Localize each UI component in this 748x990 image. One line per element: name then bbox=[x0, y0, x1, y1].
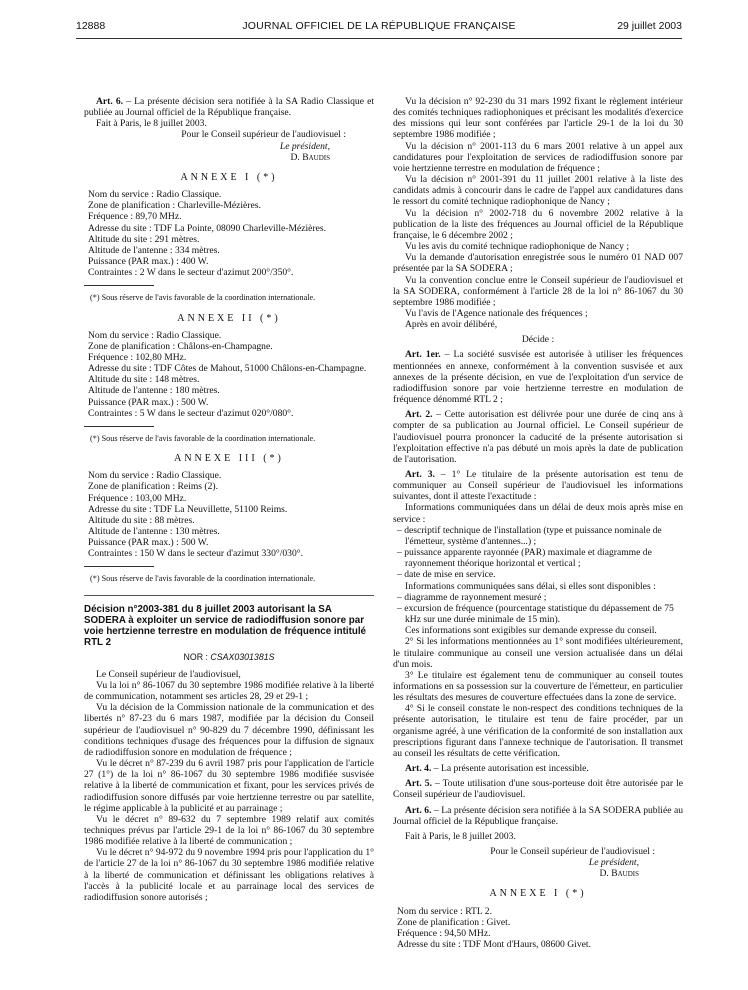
annexe-2-power: Puissance (PAR max.) : 500 W. bbox=[88, 396, 209, 408]
annexe-2-antenna-altitude: Altitude de l'antenne : 180 mètres. bbox=[88, 385, 220, 397]
signature-for: Pour le Conseil supérieur de l'audiovisuel : bbox=[490, 846, 655, 857]
info-without-delay: Informations communiquées sans délai, si elles sont disponibles : bbox=[405, 580, 656, 592]
annexe-2-constraints: Contraintes : 5 W dans le secteur d'azimut 020°/080°. bbox=[88, 407, 294, 419]
vu-clause: Vu le décret n° 89-632 du 7 septembre 1989 relatif aux comités techniques prévus par l'article 29-1 de la loi n° 86-1067 du 30 septembre 1986 modifiée relative à la liberté de communication ; bbox=[84, 813, 374, 848]
page-header bbox=[76, 20, 682, 36]
annexe-2-frequency: Fréquence : 102,80 MHz. bbox=[88, 351, 187, 363]
annexe-3-site-altitude: Altitude du site : 88 mètres. bbox=[88, 514, 195, 526]
rtl2-frequency: Fréquence : 94,50 MHz. bbox=[397, 927, 491, 939]
article-6: Art. 6. – La présente décision sera notifiée à la SA SODERA publiée au Journal officiel de la République française. bbox=[393, 804, 683, 827]
list-item: – diagramme de rayonnement mesuré ; bbox=[397, 591, 547, 603]
vu-clause: Vu le décret n° 87-239 du 6 avril 1987 pris pour l'application de l'article 27 (1°) de la loi n° 86-1067 du 30 septembre 1986 modifiée susvisée relative à la liberté de communication et fixant, pour les services privés de radiodiffusion sonore diffusés par voie hertzienne terrestre ou par satellite, le régime applicable à la publicité et au parrainage ; bbox=[84, 758, 374, 814]
annexe-1-site: Adresse du site : TDF La Pointe, 08090 Charleville-Mézières. bbox=[88, 222, 327, 234]
paragraph-2: 2° Si les informations mentionnées au 1° sont modifiées ultérieurement, le titulaire communique au conseil une version actualisée dans un délai d'un mois. bbox=[393, 636, 683, 670]
vu-clause: Vu l'avis de l'Agence nationale des fréquences ; bbox=[405, 307, 588, 319]
vu-clause: Vu la demande d'autorisation enregistrée sous le numéro 01 NAD 007 présentée par la SA SODERA ; bbox=[393, 252, 683, 275]
article-2: Art. 2. – Cette autorisation est délivrée pour une durée de cinq ans à compter de sa publication au Journal officiel. Le Conseil supérieur de l'audiovisuel pourra prononcer la caducité de la présente autorisation si l'exploitation effective n'a pas débuté un mois après la date de publication de l'autorisation. bbox=[393, 409, 684, 465]
annexe-3-site: Adresse du site : TDF La Neuvillette, 51100 Reims. bbox=[88, 503, 288, 515]
annexe-1-frequency: Fréquence : 89,70 MHz. bbox=[88, 211, 182, 223]
article-1: Art. 1er. – La société susvisée est autorisée à utiliser les fréquences mentionnées en annexe, conformément à la convention susvisée et aux annexes de la présente décision, en vue de l'exploitation d'un service de radiodiffusion sonore par voie hertzienne terrestre en modulation de fréquence dénommé RTL 2 ; bbox=[393, 349, 683, 406]
annexe-2-site-altitude: Altitude du site : 148 mètres. bbox=[88, 374, 200, 386]
annexe-2-service: Nom du service : Radio Classique. bbox=[88, 329, 222, 341]
left-column bbox=[84, 96, 374, 903]
annexe-1-footnote: (*) Sous réserve de l'avis favorable de la coordination internationale. bbox=[90, 293, 316, 303]
annexe-3-service: Nom du service : Radio Classique. bbox=[88, 470, 222, 482]
vu-clause: Vu la décision n° 92-230 du 31 mars 1992 fixant le règlement intérieur des comités techniques radiophoniques et précisant les modalités d'exercice des missions qui leur sont conférées par l'article 29-1 de la loi du 30 septembre 1986 modifiée ; bbox=[393, 96, 683, 141]
vu-clause: Vu les avis du comité technique radiophonique de Nancy ; bbox=[405, 241, 630, 253]
signature-date: Fait à Paris, le 8 juillet 2003. bbox=[96, 118, 207, 130]
signature-name: D. Baudis bbox=[290, 151, 330, 163]
annexe-1-site-altitude: Altitude du site : 291 mètres. bbox=[88, 233, 200, 245]
annexe-3-title: ANNEXE III (*) bbox=[174, 453, 284, 465]
annexe-2-footnote: (*) Sous réserve de l'avis favorable de la coordination internationale. bbox=[90, 433, 316, 443]
paragraph-3: 3° Le titulaire est également tenu de communiquer au conseil toutes informations en sa possession sur la couverture de l'émetteur, en particulier les résultats des mesures de couverture effectuées dans la zone de service. bbox=[393, 669, 683, 704]
issue-date: 29 juillet 2003 bbox=[617, 20, 682, 32]
annexe-3-constraints: Contraintes : 150 W dans le secteur d'azimut 330°/030°. bbox=[88, 548, 304, 560]
annexe-2-title: ANNEXE II (*) bbox=[177, 312, 281, 324]
annexe-2-site: Adresse du site : TDF Côtes de Mahout, 51000 Châlons-en-Champagne. bbox=[88, 363, 367, 375]
section-rule bbox=[84, 595, 374, 596]
vu-clause: Vu la décision n° 2002-718 du 6 novembre 2002 relative à la publication de la liste des fréquences au Journal officiel de la République française, le 6 décembre 2002 ; bbox=[393, 207, 683, 241]
list-item: – date de mise en service. bbox=[397, 569, 496, 581]
exigible-note: Ces informations sont exigibles sur demande expresse du conseil. bbox=[405, 625, 657, 637]
right-column bbox=[393, 96, 683, 950]
signature-role: Le président, bbox=[279, 140, 330, 152]
annexe-2-zone: Zone de planification : Châlons-en-Champagne. bbox=[88, 340, 273, 352]
annexe-1-constraints: Contraintes : 2 W dans le secteur d'azimut 200°/350°. bbox=[88, 267, 294, 279]
annexe-1-power: Puissance (PAR max.) : 400 W. bbox=[88, 256, 209, 268]
paragraph-4: 4° Si le conseil constate le non-respect des conditions techniques de la présente autorisation, le titulaire est tenu de faire procéder, par un organisme agréé, à une vérification de la conformité de son installation aux prescriptions figurant dans l'annexe technique de l'autorisation. Il transmet au conseil les résultats de cette vérification. bbox=[393, 703, 683, 759]
nor-reference: NOR : CSAX0301381S bbox=[183, 651, 275, 662]
footnote-rule bbox=[84, 566, 154, 567]
article-4: Art. 4. – La présente autorisation est incessible. bbox=[405, 763, 589, 775]
signature-for: Pour le Conseil supérieur de l'audiovisuel : bbox=[181, 129, 346, 141]
annexe-3-frequency: Fréquence : 103,00 MHz. bbox=[88, 492, 187, 504]
list-item: – descriptif technique de l'installation (type et puissance nominale de l'émetteur, système d'antennes...) ; bbox=[397, 524, 662, 547]
annexe-3-zone: Zone de planification : Reims (2). bbox=[88, 481, 219, 493]
page-number: 12888 bbox=[76, 20, 106, 32]
council-intro: Le Conseil supérieur de l'audiovisuel, bbox=[96, 668, 241, 680]
decision-title: Décision n°2003-381 du 8 juillet 2003 autorisant la SA SODERA à exploiter un service de radiodiffusion sonore par voie hertzienne terrestre en modulation de fréquence intitulé RTL 2 bbox=[84, 603, 366, 648]
vu-clause: Vu le décret n° 94-972 du 9 novembre 1994 pris pour l'application du 1° de l'article 27 de la loi n° 86-1067 du 30 septembre 1986 modifiée relative à la liberté de communication et définissant les obligations relatives à l'accès à la publicité locale et au parrainage local des services de radiodiffusion sonore autorisés ; bbox=[84, 847, 374, 903]
journal-title: JOURNAL OFFICIEL DE LA RÉPUBLIQUE FRANÇAISE bbox=[242, 20, 516, 32]
rtl2-zone: Zone de planification : Givet. bbox=[397, 916, 511, 928]
rtl2-service: Nom du service : RTL 2. bbox=[397, 905, 492, 917]
deliberation: Après en avoir délibéré, bbox=[405, 319, 498, 331]
annexe-1-antenna-altitude: Altitude de l'antenne : 334 mètres. bbox=[88, 244, 220, 256]
header-rule bbox=[76, 38, 682, 39]
vu-clause: Vu la décision de la Commission nationale de la communication et des libertés n° 87-23 du 6 mars 1987, modifiée par la décision du Conseil supérieur de l'audiovisuel n° 90-829 du 7 décembre 1990, définissant les conditions techniques d'usage des fréquences pour la diffusion de signaux de radiodiffusion sonore en modulation de fréquence ; bbox=[84, 702, 374, 758]
annexe-1-title: ANNEXE I (*) bbox=[180, 171, 278, 183]
annexe-3-antenna-altitude: Altitude de l'antenne : 130 mètres. bbox=[88, 526, 220, 537]
vu-clause: Vu la loi n° 86-1067 du 30 septembre 1986 modifiée relative à la liberté de communication, notamment ses articles 28, 29 et 29-1 ; bbox=[84, 679, 374, 703]
vu-clause: Vu la convention conclue entre le Conseil supérieur de l'audiovisuel et la SA SODERA, conformément à l'article 28 de la loi n° 86-1067 du 30 septembre 1986 modifiée ; bbox=[393, 274, 683, 308]
signature-role: Le président, bbox=[588, 857, 639, 869]
info-after-two-months: Informations communiquées dans un délai de deux mois après mise en service : bbox=[393, 502, 683, 525]
list-item: – excursion de fréquence (pourcentage statistique du dépassement de 75 kHz sur une durée minimale de 15 min). bbox=[397, 602, 674, 626]
article-6-radio-classique: Art. 6. – La présente décision sera notifiée à la SA Radio Classique et publiée au Journal officiel de la République française. bbox=[84, 96, 374, 119]
annexe-1-zone: Zone de planification : Charleville-Mézières. bbox=[88, 200, 261, 212]
annexe-3-footnote: (*) Sous réserve de l'avis favorable de la coordination internationale. bbox=[90, 574, 316, 584]
rtl2-annexe-title: ANNEXE I (*) bbox=[489, 888, 587, 900]
signature-name: D. Baudis bbox=[599, 868, 639, 880]
list-item: – puissance apparente rayonnée (PAR) maximale et diagramme de rayonnement théorique horizontal et vertical ; bbox=[397, 547, 652, 570]
vu-clause: Vu la décision n° 2001-391 du 11 juillet 2001 relative à la liste des candidats admis à concourir dans le cadre de l'appel aux candidatures dans le ressort du comité technique radiophonique de Nancy ; bbox=[393, 174, 683, 208]
annexe-1-service: Nom du service : Radio Classique. bbox=[88, 189, 222, 201]
signature-date: Fait à Paris, le 8 juillet 2003. bbox=[405, 830, 516, 842]
vu-clause: Vu la décision n° 2001-113 du 6 mars 2001 relative à un appel aux candidatures pour l'exploitation de services de radiodiffusion sonore par voie hertzienne terrestre en modulation de fréquence ; bbox=[393, 140, 683, 174]
decide-heading: Décide : bbox=[521, 334, 555, 346]
footnote-rule bbox=[84, 426, 154, 427]
rtl2-site: Adresse du site : TDF Mont d'Haurs, 08600 Givet. bbox=[397, 939, 591, 951]
annexe-3-power: Puissance (PAR max.) : 500 W. bbox=[88, 537, 209, 549]
article-5: Art. 5. – Toute utilisation d'une sous-porteuse doit être autorisée par le Conseil supérieur de l'audiovisuel. bbox=[393, 778, 683, 801]
article-3: Art. 3. – 1° Le titulaire de la présente autorisation est tenu de communiquer au Conseil supérieur de l'audiovisuel les informations suivantes, dont il atteste l'exactitude : bbox=[393, 469, 683, 503]
footnote-rule bbox=[84, 285, 154, 286]
